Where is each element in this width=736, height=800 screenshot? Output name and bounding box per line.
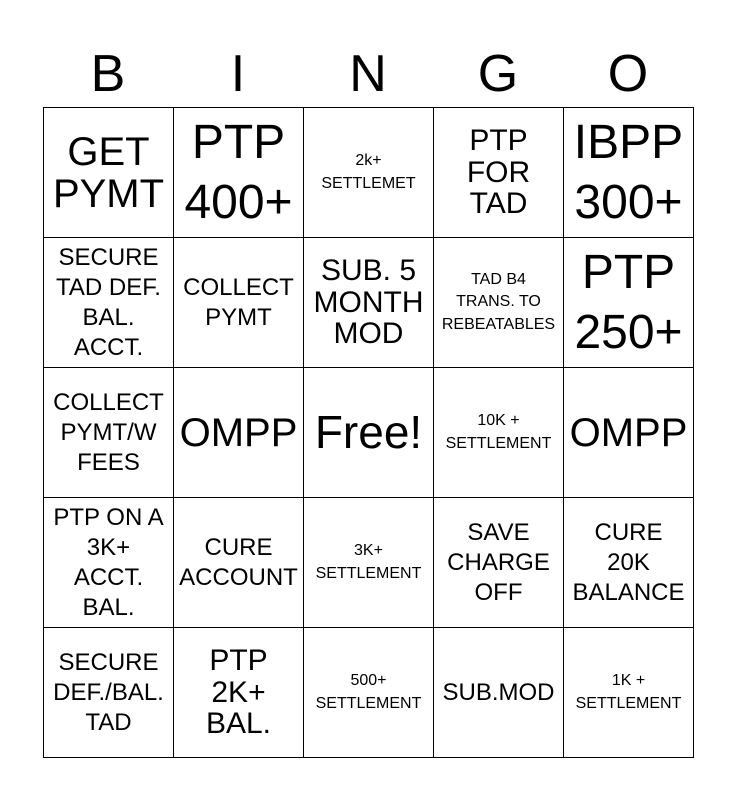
bingo-cell-r4c5: CURE 20K BALANCE	[564, 498, 694, 628]
bingo-board	[43, 107, 694, 758]
bingo-cell-r2c3: SUB. 5 MONTH MOD	[304, 238, 434, 368]
bingo-cell-r3c4: 10K + SETTLEMENT	[434, 368, 564, 498]
bingo-cell-r1c3: 2k+ SETTLEMET	[304, 108, 434, 238]
bingo-cell-r4c3: 3K+ SETTLEMENT	[304, 498, 434, 628]
bingo-header	[43, 40, 693, 108]
bingo-cell-r5c3: 500+ SETTLEMENT	[304, 628, 434, 758]
bingo-cell-r2c1: SECURE TAD DEF. BAL. ACCT.	[44, 238, 174, 368]
bingo-cell-r2c4: TAD B4 TRANS. TO REBEATABLES	[434, 238, 564, 368]
header-letter-b: B	[90, 45, 126, 103]
bingo-cell-free: Free!	[304, 368, 434, 498]
header-letter-o: O	[607, 45, 649, 103]
bingo-cell-r2c5: PTP 250+	[564, 238, 694, 368]
bingo-cell-r1c2: PTP 400+	[174, 108, 304, 238]
bingo-cell-r4c4: SAVE CHARGE OFF	[434, 498, 564, 628]
bingo-cell-r1c1: GET PYMT	[44, 108, 174, 238]
bingo-cell-r3c5: OMPP	[564, 368, 694, 498]
bingo-cell-r2c2: COLLECT PYMT	[174, 238, 304, 368]
bingo-cell-r5c4: SUB.MOD	[434, 628, 564, 758]
bingo-cell-r3c2: OMPP	[174, 368, 304, 498]
bingo-cell-r3c1: COLLECT PYMT/W FEES	[44, 368, 174, 498]
bingo-cell-r1c4: PTP FOR TAD	[434, 108, 564, 238]
header-letter-g: G	[477, 45, 519, 103]
bingo-cell-r5c1: SECURE DEF./BAL. TAD	[44, 628, 174, 758]
header-letter-n: N	[349, 45, 387, 103]
bingo-cell-r4c1: PTP ON A 3K+ ACCT. BAL.	[44, 498, 174, 628]
bingo-cell-r1c5: IBPP 300+	[564, 108, 694, 238]
bingo-cell-r5c5: 1K + SETTLEMENT	[564, 628, 694, 758]
header-letter-i: I	[230, 45, 246, 103]
bingo-cell-r5c2: PTP 2K+ BAL.	[174, 628, 304, 758]
bingo-cell-r4c2: CURE ACCOUNT	[174, 498, 304, 628]
